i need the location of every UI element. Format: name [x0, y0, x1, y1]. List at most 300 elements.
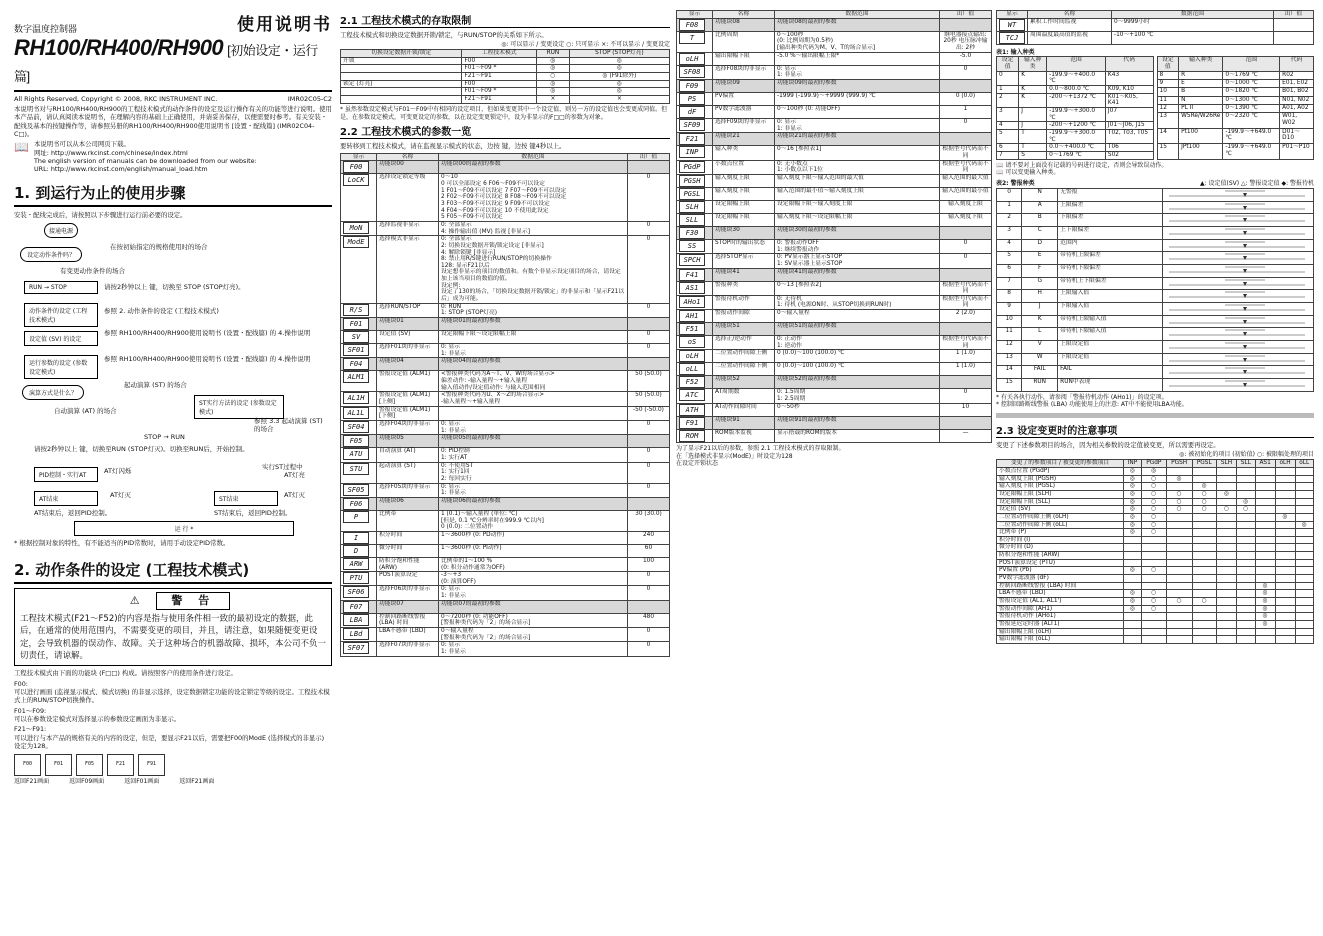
table-2-title: 表2: 警报种类 — [996, 180, 1035, 188]
param-range: 0: 全部显示 2: 切换设定数据开锁/锁定设定 [非显示] 4: 解除锁键 [非显示] 8: 禁止用R/S键进行RUN/STOP的切换操作 128: 显示F21以后 设定想非显示的项目的数值和。有数个非显示设定项目的场合，请设定加上该当项目的数值的值。 设定例: 设定了130的场合，「切换设定数据开锁/锁定」的非显示和「显示F21以后」成为可能。 — [439, 236, 628, 304]
table-row — [341, 161, 670, 174]
table-row — [341, 57, 670, 65]
table-row: 警报设定值 (AL1, AL1') ◎ ○ ○ ○ ◎ — [997, 598, 1314, 606]
lcd-display: ARW — [343, 558, 369, 570]
param-default: 100 — [628, 557, 670, 571]
param-range: 功能块21的最初的参数 — [775, 133, 940, 146]
lcd-display: ROM — [679, 430, 705, 442]
param-range: 0: PV显示器上显示STOP 1: SV显示器上显示STOP — [775, 254, 940, 268]
table-row: 输出限幅下限 (oLL) — [997, 636, 1314, 644]
table-row — [341, 557, 670, 571]
screen-flow — [14, 754, 332, 776]
param-name: PV偏置 — [713, 92, 775, 105]
lcd-display: F09 — [679, 80, 705, 92]
param-default — [1274, 31, 1314, 44]
param-name: 选择F05块的非显示 — [377, 483, 439, 497]
alarm-diagram — [1163, 227, 1314, 240]
screen-f01: F01 — [45, 754, 72, 776]
access-stop: ◎ — [569, 88, 669, 96]
table-row — [341, 80, 670, 88]
param-name: 微分时间 — [377, 544, 439, 557]
table-row: POST演算设定 (PTU) — [997, 559, 1314, 567]
table-row: 11 N 0～1300 ℃ N01, N02 — [1157, 96, 1314, 104]
parameter-table-cont: 显示 名称 数据范围 出厂值 F08 功能块08 功能块08的最初的参数 T 比例周期 0～100秒 (0: 比例周期为0.5秒) [输出种类代码为M、V、T的场合显示] 继电器接点输出: 20秒 电压脉冲输出: 2秒 oLH 输出限幅下限 -5.0 %～输出限幅上限* -5.0 SF08 选择F08块的非显示 0: 显示 1: 非显示 0 F09 功能块09 功能块09的最初的参数 PS PV偏置 -1999 (-199.9)～+9999 (999.9) ℃ 0 (0.0) dF PV数字滤波器 0～100秒 (0: 功能OFF) 1 SF09 选择F09块的非显示 0: 显示 1: 非显示 0 F21 功能块21 功能块21的最初的参数 INP 输入种类 0～16 [参照表1] 根据型号代码而不同 PGdP 小数点位置 0: 无小数点 1: 小数点以下1位 根据型号代码而不同 PGSH 输入刻度上限 输入刻度下限～输入范围的最大值 输入范围的最大值 PGSL 输入刻度下限 输入范围的最小值～输入刻度上限 输入范围的最小值 SLH 设定限幅上限 设定限幅下限～输入刻度上限 输入刻度上限 SLL 设定限幅下限 输入刻度下限～设定限幅上限 输入刻度下限 F30 功能块30 功能块30的最初的参数 SS STOP时的输出状态 0: 警报动作OFF 1: 继续警报动作 0 SPCH 选择STOP显示 0: PV显示器上显示STOP 1: SV显示器上显示STOP 0 F41 功能块41 功能块41的最初的参数 AS1 警报种类 0～13 [参照表2] 根据型号代码而不同 AHo1 警报待机动作 0: 无待机 1: 待机 (电源ON时、从STOP切换到RUN时) 根据型号代码而不同 AH1 警报动作间隙 0～输入量程 2 (2.0) F51 功能块51 功能块51的最初的参数 oS 选择正/逆动作 0: 正动作 1: 逆动作 根据型号代码而不同 oLH 二位置动作间隙上侧 0 (0.0)～100 (100.0) ℃ 1 (1.0) oLL 二位置动作间隙下侧 0 (0.0)～100 (100.0) ℃ 1 (1.0) F52 功能块52 功能块52的最初的参数 ATC AT周期数 0: 1.5周期 1: 2.5周期 0 ATH AT动作间隙时间 0～50秒 10 F91 功能块91 功能块91的最初的参数 ROM ROM版本监视 显示搭载的ROM的版本 — — [676, 10, 992, 443]
warning-label: 警 告 — [156, 592, 230, 610]
screen-f21: F21 — [107, 754, 134, 776]
param-name: 功能块07 — [377, 600, 439, 613]
param-default — [628, 600, 670, 613]
param-range: 0: 无小数点 1: 小数点以下1位 — [775, 160, 940, 174]
flow-power: 接通电源 — [44, 223, 78, 238]
table-row — [677, 174, 992, 187]
param-range: 功能块00的最初的参数 — [439, 161, 628, 174]
param-name: 输入刻度上限 — [713, 174, 775, 187]
access-mode: F21～F91 — [462, 73, 536, 81]
param-default: 0 — [628, 303, 670, 317]
table-row: 4 D 范围内 — [997, 239, 1314, 252]
param-default: 0 — [628, 420, 670, 434]
param-default — [940, 268, 992, 281]
table-row — [677, 268, 992, 281]
table-row — [341, 331, 670, 344]
lcd-display: MoN — [343, 222, 369, 234]
lcd-display: oLH — [679, 350, 705, 362]
table-row — [677, 389, 992, 403]
lcd-display: SF09 — [679, 119, 705, 131]
alarm-diagram — [1163, 366, 1314, 379]
table-row: 9 J 下限输入值 — [997, 302, 1314, 315]
table-row — [677, 310, 992, 323]
param-default: 0 — [940, 389, 992, 403]
lcd-display: STU — [343, 463, 369, 475]
param-default: 根据型号代码而不同 — [940, 146, 992, 160]
lcd-display: PS — [679, 93, 705, 105]
table-row: 11 L 带待机下限输入值 — [997, 328, 1314, 341]
table-row: 2 B 下限偏差 — [997, 214, 1314, 227]
alarm-diagram — [1163, 290, 1314, 303]
table-row — [341, 628, 670, 642]
param-name: 累积工作时间监视 — [1028, 18, 1112, 31]
table-row — [341, 448, 670, 462]
param-name: 选择F04块的非显示 — [377, 420, 439, 434]
param-range: -1999 (-199.9)～+9999 (999.9) ℃ — [775, 92, 940, 105]
table-row — [341, 236, 670, 304]
param-name: STOP时的输出状态 — [713, 239, 775, 253]
procedure-flowchart: 接通电源 设定动作条件吗？ 在按初始指定的规格使用时的场合 有变更动作条件的场合 RUN → STOP 请按2秒钟以上 键，切换至 STOP (STOP灯亮)。 动作条件的设定 (工程技术模式) 参照 2. 动作条件的设定 (工程技术模式) 设定值 (SV) 的设定 参照 RH100/RH400/RH900使用说明书 (设置・配线篇) 的 4.操作说明 运行参数的设定 (参数设定模式) 参照 RH100/RH400/RH900使用说明书 (设置・配线篇) 的 4.操作说明 演算方式是什么？ 起动演算 (ST) 的场合 自动演算 (AT) 的场合 ST实行方法的设定 (参数设定模式) 参照 3.3 起动演算 (ST) 的场合 STOP → RUN 请按2秒钟以上 键，切换至RUN (STOP灯灭)。切换至RUN后，开始控制。 PID控制・实行AT AT灯闪烁 实行ST过程中 AT灯亮 AT结束 AT灯灭 ST结束 AT灯灭 AT结束后，返回PID控制。 ST结束后，返回PID控制。 运 行 * * 根据控制对象的特性，有不能适当的PID常数时，请用手动设定PID常数。 — [14, 221, 332, 551]
param-range: 0～100秒 (0: 功能OFF) — [775, 105, 940, 118]
param-default: 输入刻度下限 — [940, 213, 992, 226]
param-default: — — [940, 429, 992, 442]
table-row: PV数字滤波器 (dF) — [997, 575, 1314, 583]
param-default — [940, 18, 992, 31]
param-default: 0 — [628, 462, 670, 483]
param-default: 0 — [628, 174, 670, 222]
doc-number: IMR02C05-C2 — [287, 95, 332, 103]
param-name: 功能块08 — [713, 18, 775, 31]
table-row: 输出限幅上限 (oLH) — [997, 628, 1314, 636]
section-1-title: 1. 到运行为止的使用步骤 — [14, 180, 332, 207]
access-stop: × — [569, 96, 669, 104]
table-row — [677, 79, 992, 92]
access-stop: ◎ — [569, 65, 669, 73]
param-name: 功能块41 — [713, 268, 775, 281]
param-range: 0～10 0 可以全部设定 6 F06～F09不可以设定 1 F01～F09不可以设定 7 F07～F09不可以设定 2 F02～F09不可以设定 8 F08～F09不可以设定 3 F03～F09不可以设定 9 F09不可以设定 4 F04～F09不可以设定 10 不使用此设定 5 F05～F09不可以设定 — [439, 174, 628, 222]
param-name: 功能块51 — [713, 323, 775, 336]
param-range: 输入刻度下限～输入范围的最大值 — [775, 174, 940, 187]
table-row: 10 B 0～1820 ℃ B01, B02 — [1157, 88, 1314, 96]
param-name: 比例带 — [377, 510, 439, 531]
table-row: 6 T 0.0～+400.0 ℃ T06 — [997, 144, 1154, 152]
param-range: 0: 无待机 1: 待机 (电源ON时、从STOP切换到RUN时) — [775, 295, 940, 309]
table-row: PV偏置 (Pb) ◎ ○ — [997, 567, 1314, 575]
param-name: 功能块06 — [377, 497, 439, 510]
param-range — [439, 406, 628, 420]
param-name: 选择监视非显示 — [377, 221, 439, 235]
param-default: 0 — [628, 628, 670, 642]
table-row: 13 W 下限设定值 — [997, 353, 1314, 366]
param-range: 比例带的1～100 % (0: 积分动作通常为OFF) — [439, 557, 628, 571]
param-name: 选择正/逆动作 — [713, 336, 775, 350]
table-row: 0 K -199.9～+400.0 ℃ K43 — [997, 71, 1154, 85]
param-name: 设定限幅上限 — [713, 200, 775, 213]
table-row — [341, 318, 670, 331]
param-name: 选择F09块的非显示 — [713, 118, 775, 132]
access-mode: F00 — [462, 57, 536, 65]
lcd-display: PGSL — [679, 188, 705, 200]
lcd-display: F05 — [343, 435, 369, 447]
param-name: 设定值 (SV) — [377, 331, 439, 344]
lcd-display: LoCK — [343, 174, 369, 186]
param-range: <警报种类代码为U、X～Z的场合显示> -输入量程～+输入量程 — [439, 392, 628, 406]
access-lock-state — [341, 65, 462, 73]
param-range: 0～13 [参照表2] — [775, 281, 940, 295]
param-default: 0 — [628, 483, 670, 497]
table-row: 15 JPt100 -199.9～+649.0 ℃ P01～P10 — [1157, 144, 1314, 160]
access-legend: ◎: 可以显示 / 变更设定 ○: 只可显示 ×: 不可以显示 / 变更设定 — [501, 41, 670, 49]
param-name: 选择F06块的非显示 — [377, 586, 439, 600]
table-row: 警报延迟定时器 (ALT1) ◎ — [997, 621, 1314, 629]
table-row: 12 V 上限设定值 — [997, 340, 1314, 353]
param-default — [940, 416, 992, 429]
lcd-display: AL1H — [343, 392, 369, 404]
param-name: 警报种类 — [713, 281, 775, 295]
alarm-diagram — [1163, 302, 1314, 315]
column-1: 数字温度控制器 使用说明书 RH100/RH400/RH900 [初始设定・运行篇] All Rights Reserved, Copyright © 2008, RKC INSTRUMENT INC. IMR02C05-C2 本说明书对与RH100/RH400/RH900的工程技术模式的动作条件的设定及运行操作有关的功能等进行说明。使用本产品前，请认真阅读本说明书，在理解内容的基础上正确使用，并请妥善保存，以便需要时参考。有关安装・配线及基本的按键操作等，请参照另册的RH100/RH400/RH900使用说明书 [设置・配线篇] (IMR02C04-C□)。 📖 本说明书可以从本公司网页下载。 网址: http://www.rkcinst.com/chinese/index.html The english version of manuals can be downloaded from our website: URL: http://www.rkcinst.com/english/manual_load.htm 1. 到运行为止的使用步骤 安装・配线完成后，请按照以下步骤进行运行前必要的设定。 接通电源 设定动作条件吗？ 在按初始指定的规格使用时的场合 有变更动作条件的场合 RUN → STOP 请按2秒钟以上 键，切换至 STOP (STOP灯亮)。 动作条件的设定 (工程技术模式) 参照 2. 动作条件的设定 (工程技术模式) 设定值 (SV) 的设定 参照 RH100/RH400/RH900使用说明书 (设置・配线篇) 的 4.操作说明 运行参数的设定 (参数设定模式) 参照 RH100/RH400/RH900使用说明书 (设置・配线篇) 的 4.操作说明 演算方式是什么？ 起动演算 (ST) 的场合 自动演算 (AT) 的场合 ST实行方法的设定 (参数设定模式) 参照 3.3 起动演算 (ST) 的场合 STOP → RUN 请按2秒钟以上 键，切换至RUN (STOP灯灭)。切换至RUN后，开始控制。 PID控制・实行AT AT灯闪烁 实行ST过程中 AT灯亮 AT结束 AT灯灭 ST结束 AT灯灭 AT结束后，返回PID控制。 ST结束后，返回PID控制。 运 行 * * 根据控制对象的特性，有不能适当的PID常数时，请用手动设定PID常数。 2. 动作条件的设定 (工程技术模式) ⚠ 警 告 工程技术模式(F21～F52)的内容是指与使用条件相一致的最初设定的数据，此后，在通常的使用范围内，不需要变更的项目，并且，请注意，如果随便变更设定，会导致机器的误动作、故障。关于这种场合的机器故障、损坏，本公司不负一切责任，请谅解。 工程技术模式由下面的功能块 (F□□) 构成。请按照客户的使用条件进行设定。 F00: 可以进行画面 (监视显示模式、模式切换) 的非显示选择，设定数据锁定功能的设定锁定等级的设定。工程技术模式上的RUN/STOP切换操作。 F01～F09: 可以在参数设定模式对选择显示的参数设定画面为非显示。 F21～F91: 可以进行与本产品的规格有关的内容的设定，但是，要显示F21以后，需要把F00的ModE (选择模式的非显示) 设定为128。 F00 F01 F05 F21 F91 返回F21画面 返回F09画面 返回F01画面 返回F21画面 — [14, 10, 332, 936]
param-range: 0 (0.0)～100 (100.0) ℃ — [775, 363, 940, 376]
alarm-diagram — [1163, 239, 1314, 252]
lcd-display: R/S — [343, 304, 369, 316]
alarm-diagram — [1163, 252, 1314, 265]
table-row — [341, 613, 670, 627]
table-row — [677, 363, 992, 376]
table-row — [677, 65, 992, 79]
param-range: 0～输入量程 [警报种类代码为「2」的场合显示] — [439, 628, 628, 642]
param-default — [940, 133, 992, 146]
doc-header — [14, 10, 332, 35]
alarm-diagram — [1163, 214, 1314, 227]
param-name: 选择F01块的非显示 — [377, 344, 439, 358]
table-row — [341, 483, 670, 497]
param-range: 功能块91的最初的参数 — [775, 416, 940, 429]
lcd-display: AHo1 — [679, 296, 705, 308]
book-icon: 📖 — [996, 161, 1004, 169]
english-url[interactable]: URL: http://www.rkcinst.com/english/manual_load.htm — [34, 165, 208, 174]
param-range: 0: 正动作 1: 逆动作 — [775, 336, 940, 350]
lcd-display: ATC — [679, 389, 705, 401]
param-range: 0: 显示 1: 非显示 — [439, 344, 628, 358]
table-row: 二位置动作间隙上侧 (oLH) ◎ ○ ◎ — [997, 513, 1314, 521]
param-name: 输出限幅下限 — [713, 52, 775, 65]
access-run: ◎ — [536, 88, 569, 96]
lcd-display: SF04 — [343, 421, 369, 433]
table-row — [341, 344, 670, 358]
param-default: 2 (2.0) — [940, 310, 992, 323]
lcd-display: ModE — [343, 236, 369, 248]
lcd-display: F04 — [343, 358, 369, 370]
lcd-display: F91 — [679, 417, 705, 429]
table-row — [677, 133, 992, 146]
table-row: 6 F 带待机下限偏差 — [997, 264, 1314, 277]
access-lock-state: 开锁 — [341, 57, 462, 65]
column-4: 显示 名称 数据范围 出厂值 WT 累积工作时间监视 0～9999小时 TCJ 周围温度最高值的监视 -10～+100 ℃ 表1: 输入种类 设定值 输入种类 范围 代码 0 K -199.9～+400.0 ℃ K43 1 K 0.0～800.0 ℃ K09, K10 2 K -200～+1372 ℃ K01～K05, K41 3 J -199.9～+300.0 ℃ J07 4 J -200～+1200 ℃ J01～J06, J15 5 T -199.9～+300.0 ℃ T02, T03, T05 6 T 0.0～+400.0 ℃ T06 7 S 0～1769 ℃ S02 设定值 输入种类 范围 代码 8 R 0～1769 ℃ R02 9 E 0～1000 ℃ E01, E02 10 B 0～1820 ℃ B01, B02 11 N 0～1300 ℃ N01, N02 12 PL II 0～1390 ℃ A01, A02 13 W5Re/W26Re 0～2320 ℃ W01, W02 14 Pt100 -199.9～+649.0 ℃ D01～D10 15 JPt100 -199.9～+649.0 ℃ P01～P10 📖 请不要对上面没有记载的号码进行设定，否则会导致误动作。 📖 可以变更输入种类。 表2: 警报种类 ▲: 设定值(SV) △: 警报设定值 ◆: 警报待机 0 N 无警报 1 A 上限偏差 2 B 下限偏差 3 C 上下限偏差 4 D 范围内 5 E 带待机上限偏差 6 F 带待机下限偏差 7 G 带待机上下限偏差 8 H 上限输入值 9 J 下限输入值 10 K 带待机上限输入值 11 L 带待机下限输入值 12 V 上限设定值 13 W 下限设定值 14 FAIL FAIL 15 RUN RUN中表现 * 有关各执行动作，请参阅「警报待机动作 (AHo1)」的设定项。 * 控制回路断线警报 (LBA) 功能使用上的注意: AT中不能使用LBA功能。 2.3 设定变更时的注意事项 变更了下述参数项目的场合，因为相关参数的设定值被变更，所以需要再设定。 ◎: 被初始化的项目 (初始值) ○: 被限幅处理的项目 变更了的参数项目 / 被变更的参数项目 INP PGdP PGSH PGSL SLH SLL AS1 oLH oLL 小数点位置 (PGdP) ◎ ◎ 输入刻度上限 (PGSH) ◎ ○ ◎ 输入刻度下限 (PGSL) ◎ ○ ◎ 设定限幅上限 (SLH) ◎ ○ ○ ○ ◎ 设定限幅下限 (SLL) ◎ ○ ○ ○ ◎ 设定值 (SV) ◎ ○ ○ ○ ○ ○ 二位置动作间隙上侧 (oLH) ◎ ○ ◎ 二位置动作间隙下侧 (oLL) ◎ ○ ◎ 比例带 (P) ◎ ○ 积分时间 (I) 微分时间 (D) 防积分饱和性能 (ARW) POST演算设定 (PTU) PV偏置 (Pb) ◎ ○ PV数字滤波器 (dF) 控制回路断线警报 (LBA) 时间 ◎ LBA不感带 (LBD) ◎ ○ ◎ 警报设定值 (AL1, AL1') ◎ ○ ○ ○ ◎ 警报动作间隙 (AH1) ◎ ○ ◎ 警报待机动作 (AHo1) ◎ 警报延迟定时器 (ALT1) ◎ 输出限幅上限 (oLH) 输出限幅下限 (oLL) — [996, 11, 1314, 643]
param-name: ROM版本监视 — [713, 429, 775, 442]
lcd-display: I — [343, 532, 369, 544]
table-row — [677, 118, 992, 132]
access-stop: ◎ — [569, 57, 669, 65]
lcd-display: SF08 — [679, 66, 705, 78]
param-name: 二位置动作间隙下侧 — [713, 363, 775, 376]
table-row — [341, 65, 670, 73]
table-row — [341, 420, 670, 434]
param-name: 选择模式非显示 — [377, 236, 439, 304]
access-run: ◎ — [536, 57, 569, 65]
lcd-display: F41 — [679, 269, 705, 281]
section-2-title: 2. 动作条件的设定 (工程技术模式) — [14, 557, 332, 584]
table-row: 8 H 上限输入值 — [997, 290, 1314, 303]
param-name: 积分时间 — [377, 531, 439, 544]
param-default: 0 (0.0) — [940, 92, 992, 105]
lcd-display: F30 — [679, 227, 705, 239]
param-default: 0 — [940, 118, 992, 132]
param-default: 240 — [628, 531, 670, 544]
param-default: 根据型号代码而不同 — [940, 295, 992, 309]
table-row — [677, 350, 992, 363]
lcd-display: PGSH — [679, 175, 705, 187]
param-range: 0: 显示 1: 非显示 — [775, 118, 940, 132]
param-name: 防积分饱和性能 (ARW) — [377, 557, 439, 571]
table-row: 防积分饱和性能 (ARW) — [997, 552, 1314, 560]
param-name: POST演算设定 — [377, 572, 439, 586]
lcd-display: dF — [679, 106, 705, 118]
param-name: LBA不感带 (LBD) — [377, 628, 439, 642]
lcd-display: ALM1 — [343, 371, 369, 383]
param-default — [940, 376, 992, 389]
param-name: 功能块91 — [713, 416, 775, 429]
access-mode: F01～F09 * — [462, 88, 536, 96]
alarm-diagram — [1163, 378, 1314, 391]
lcd-display: ATH — [679, 404, 705, 416]
table-row — [341, 96, 670, 104]
table-row — [677, 52, 992, 65]
table-row — [677, 31, 992, 52]
table-row: 14 Pt100 -199.9～+649.0 ℃ D01～D10 — [1157, 128, 1314, 143]
param-default — [628, 318, 670, 331]
alarm-diagram — [1163, 315, 1314, 328]
lcd-display: TCJ — [999, 32, 1025, 44]
param-name: 功能块05 — [377, 435, 439, 448]
alarm-diagram — [1163, 201, 1314, 214]
warning-icon: ⚠ — [116, 593, 154, 609]
parameter-table: 显示 名称 数据范围 出厂值 F00 功能块00 功能块00的最初的参数 LoCK 选择设定锁定等级 0～10 0 可以全部设定 6 F06～F09不可以设定 1 F01～F09不可以设定 7 F07～F09不可以设定 2 F02～F09不可以设定 8 F08～F09不可以设定 3 F03～F09不可以设定 9 F09不可以设定 4 F04～F09不可以设定 10 不使用此设定 5 F05～F09不可以设定 0 MoN 选择监视非显示 0: 全部显示 4: 操作输出值 (MV) 监视 [非显示] 0 ModE 选择模式非显示 0: 全部显示 2: 切换设定数据开锁/锁定设定 [非显示] 4: 解除锁键 [非显示] 8: 禁止用R/S键进行RUN/STOP的切换操作 128: 显示F21以后 设定想非显示的项目的数值和。有数个非显示设定项目的场合，请设定加上该当项目的数值的值。 设定例: 设定了130的场合，「切换设定数据开锁/锁定」的非显示和「显示F21以后」成为可能。 0 R/S 选择RUN/STOP 0: RUN 1: STOP (STOP灯亮) 0 F01 功能块01 功能块01的最初的参数 SV 设定值 (SV) 设定限幅下限～设定限幅上限 0 SF01 选择F01块的非显示 0: 显示 1: 非显示 0 F04 功能块04 功能块04的最初的参数 ALM1 警报设定值 (ALM1) <警报种类代码为A～T、V、W的场合显示> 偏差动作: -输入量程～+输入量程 输入值动作/设定值动作: 与输入范围相同 50 (50.0) AL1H 警报设定值 (ALM1) [上侧] <警报种类代码为U、X～Z的场合显示> -输入量程～+输入量程 50 (50.0) AL1L 警报设定值 (ALM1) [下侧] -50 (-50.0) SF04 选择F04块的非显示 0: 显示 1: 非显示 0 F05 功能块05 功能块05的最初的参数 ATU 自动演算 (AT) 0: PID控制 1: 实行AT 0 STU 起动演算 (ST) 0: 不使用ST 1: 实行1回 2: 每回实行 0 SF05 选择F05块的非显示 0: 显示 1: 非显示 0 F06 功能块06 功能块06的最初的参数 P 比例带 1 (0.1)～输入量程 (单位: ℃) [但是, 0.1 ℃分辨率时在999.9 ℃以内] 0 (0.0): 二位置动作 30 (30.0) I 积分时间 1～3600秒 (0: PD动作) 240 D 微分时间 1～3600秒 (0: PI动作) 60 ARW 防积分饱和性能 (ARW) 比例带的1～100 % (0: 积分动作通常为OFF) 100 PTU POST演算设定 -3～+3 (0: 演算OFF) 0 SF06 选择F06块的非显示 0: 显示 1: 非显示 0 F07 功能块07 功能块07的最初的参数 LBA 控制回路断线警报 (LBA) 时间 0～7200秒 (0: 功能OFF) [警报种类代码为「2」的场合显示] 480 LBd LBA不感带 (LBD) 0～输入量程 [警报种类代码为「2」的场合显示] 0 SF07 选择F07块的非显示 0: 显示 1: 非显示 0 — [340, 153, 670, 657]
table-row — [677, 105, 992, 118]
param-default: 0 — [628, 221, 670, 235]
access-mode: F01～F09 * — [462, 65, 536, 73]
table-row: 积分时间 (I) — [997, 536, 1314, 544]
lcd-display: AH1 — [679, 310, 705, 322]
table-row — [341, 600, 670, 613]
param-range: 1 (0.1)～输入量程 (单位: ℃) [但是, 0.1 ℃分辨率时在999.9 ℃以内] 0 (0.0): 二位置动作 — [439, 510, 628, 531]
table-row — [341, 642, 670, 656]
param-name: 控制回路断线警报 (LBA) 时间 — [377, 613, 439, 627]
table-row — [341, 462, 670, 483]
change-impact-table: 变更了的参数项目 / 被变更的参数项目 INP PGdP PGSH PGSL SLH SLL AS1 oLH oLL 小数点位置 (PGdP) ◎ ◎ 输入刻度上限 (PGSH) ◎ ○ ◎ 输入刻度下限 (PGSL) ◎ ○ ◎ 设定限幅上限 (SLH) ◎ ○ ○ ○ ◎ 设定限幅下限 (SLL) ◎ ○ ○ ○ ◎ 设定值 (SV) ◎ ○ ○ ○ ○ ○ 二位置动作间隙上侧 (oLH) ◎ ○ ◎ 二位置动作间隙下侧 (oLL) ◎ ○ ◎ 比例带 (P) ◎ ○ 积分时间 (I) 微分时间 (D) 防积分饱和性能 (ARW) POST演算设定 (PTU) PV偏置 (Pb) ◎ ○ PV数字滤波器 (dF) 控制回路断线警报 (LBA) 时间 ◎ LBA不感带 (LBD) ◎ ○ ◎ 警报设定值 (AL1, AL1') ◎ ○ ○ ○ ◎ 警报动作间隙 (AH1) ◎ ○ ◎ 警报待机动作 (AHo1) ◎ 警报延迟定时器 (ALT1) ◎ 输出限幅上限 (oLH) 输出限幅下限 (oLL) — [996, 459, 1314, 644]
param-range: 设定限幅下限～设定限幅上限 — [439, 331, 628, 344]
table-row — [677, 323, 992, 336]
lcd-display: SPCH — [679, 254, 705, 266]
table-row: 输入刻度上限 (PGSH) ◎ ○ ◎ — [997, 475, 1314, 483]
table-row: 1 K 0.0～800.0 ℃ K09, K10 — [997, 86, 1154, 94]
param-name: 二位置动作间隙上侧 — [713, 350, 775, 363]
table-row — [677, 200, 992, 213]
param-name: 功能块21 — [713, 133, 775, 146]
lcd-display: ATU — [343, 448, 369, 460]
lcd-display: F52 — [679, 376, 705, 388]
web-url[interactable]: 网址: http://www.rkcinst.com/chinese/index.html — [34, 148, 188, 157]
param-name: PV数字滤波器 — [713, 105, 775, 118]
param-name: 功能块04 — [377, 358, 439, 371]
table-row — [341, 544, 670, 557]
table-row: 15 RUN RUN中表现 — [997, 378, 1314, 391]
table-row: 1 A 上限偏差 — [997, 201, 1314, 214]
table-row — [341, 435, 670, 448]
screen-f91: F91 — [138, 754, 165, 776]
screen-f00: F00 — [14, 754, 41, 776]
alarm-diagram — [1163, 328, 1314, 341]
param-default: -5.0 — [940, 52, 992, 65]
table-row — [341, 392, 670, 406]
param-default: -50 (-50.0) — [628, 406, 670, 420]
param-name: 选择F08块的非显示 — [713, 65, 775, 79]
access-table: 切换设定数据开锁/锁定 工程技术模式 RUN STOP (STOP灯亮) 开锁 F00 ◎ ◎ F01～F09 * ◎ ◎ F21～F91 ○ ◎ (F91除外) 锁定 (灯亮) F00 ◎ ◎ F01～F09 * ◎ ◎ F21～F91 × × — [340, 49, 670, 104]
param-name: 警报设定值 (ALM1) [上侧] — [377, 392, 439, 406]
table-row — [677, 239, 992, 253]
table-row: 比例带 (P) ◎ ○ — [997, 529, 1314, 537]
param-range: 功能块04的最初的参数 — [439, 358, 628, 371]
param-name: 警报设定值 (ALM1) — [377, 371, 439, 392]
table-row — [677, 416, 992, 429]
param-range: 功能块09的最初的参数 — [775, 79, 940, 92]
table-row — [341, 371, 670, 392]
param-default — [628, 497, 670, 510]
table-row — [341, 174, 670, 222]
lcd-display: SF07 — [343, 642, 369, 654]
param-range: 功能块07的最初的参数 — [439, 600, 628, 613]
param-default: 0 — [628, 572, 670, 586]
lcd-display: P — [343, 511, 369, 523]
param-range: 功能块06的最初的参数 — [439, 497, 628, 510]
doc-title: 使用说明书 — [237, 15, 332, 35]
table-row — [677, 336, 992, 350]
table-row — [677, 213, 992, 226]
lcd-display: oLL — [679, 363, 705, 375]
param-default: 1 — [940, 105, 992, 118]
param-range: 功能块30的最初的参数 — [775, 226, 940, 239]
param-range: 0～50秒 — [775, 403, 940, 416]
param-name: 输入种类 — [713, 146, 775, 160]
table-row: 设定限幅下限 (SLL) ◎ ○ ○ ○ ◎ — [997, 498, 1314, 506]
table-row: 7 G 带待机上下限偏差 — [997, 277, 1314, 290]
lcd-display: SF05 — [343, 484, 369, 496]
warning-box — [14, 588, 332, 666]
lcd-display: SF06 — [343, 586, 369, 598]
param-default: 0 — [940, 65, 992, 79]
param-range: <警报种类代码为A～T、V、W的场合显示> 偏差动作: -输入量程～+输入量程 输入值动作/设定值动作: 与输入范围相同 — [439, 371, 628, 392]
param-name: 自动演算 (AT) — [377, 448, 439, 462]
section-2-3-title: 2.3 设定变更时的注意事项 — [996, 422, 1314, 438]
table-row — [677, 281, 992, 295]
table-row: 14 FAIL FAIL — [997, 366, 1314, 379]
table-row — [677, 295, 992, 309]
param-name: 设定限幅下限 — [713, 213, 775, 226]
table-row: 10 K 带待机上限输入值 — [997, 315, 1314, 328]
lcd-display: F00 — [343, 161, 369, 173]
param-default: 30 (30.0) — [628, 510, 670, 531]
param-default: 50 (50.0) — [628, 392, 670, 406]
param-range: 0: 全部显示 4: 操作输出值 (MV) 监视 [非显示] — [439, 221, 628, 235]
param-range: 0: PID控制 1: 实行AT — [439, 448, 628, 462]
param-default: 0 — [628, 586, 670, 600]
lcd-display: F07 — [343, 601, 369, 613]
param-range: 0～9999小时 — [1112, 18, 1274, 31]
table-row — [341, 88, 670, 96]
param-name: 周围温度最高值的监视 — [1028, 31, 1112, 44]
param-default — [628, 435, 670, 448]
table-row: 输入刻度下限 (PGSL) ◎ ○ ◎ — [997, 483, 1314, 491]
param-range: -10～+100 ℃ — [1112, 31, 1274, 44]
table-row: 7 S 0～1769 ℃ S02 — [997, 151, 1154, 159]
table-row: 警报待机动作 (AHo1) ◎ — [997, 613, 1314, 621]
table-row — [677, 254, 992, 268]
table-row — [677, 376, 992, 389]
param-default: 0 — [628, 344, 670, 358]
access-stop: ◎ (F91除外) — [569, 73, 669, 81]
table-row — [341, 572, 670, 586]
param-range: 0～16 [参照表1] — [775, 146, 940, 160]
screen-f05: F05 — [76, 754, 103, 776]
param-range: 功能块52的最初的参数 — [775, 376, 940, 389]
access-lock-state — [341, 96, 462, 104]
table-row — [677, 160, 992, 174]
alarm-diagram — [1163, 189, 1314, 202]
web-note: 本说明书可以从本公司网页下载。 — [34, 140, 130, 149]
section-2-1-title: 2.1 工程技术模式的存取限制 — [340, 12, 670, 28]
param-range: 0～7200秒 (0: 功能OFF) [警报种类代码为「2」的场合显示] — [439, 613, 628, 627]
param-range: 0: 警报动作OFF 1: 继续警报动作 — [775, 239, 940, 253]
table-row — [341, 303, 670, 317]
param-range: 功能块51的最初的参数 — [775, 323, 940, 336]
lcd-display: PTU — [343, 572, 369, 584]
param-default: 0 — [628, 642, 670, 656]
